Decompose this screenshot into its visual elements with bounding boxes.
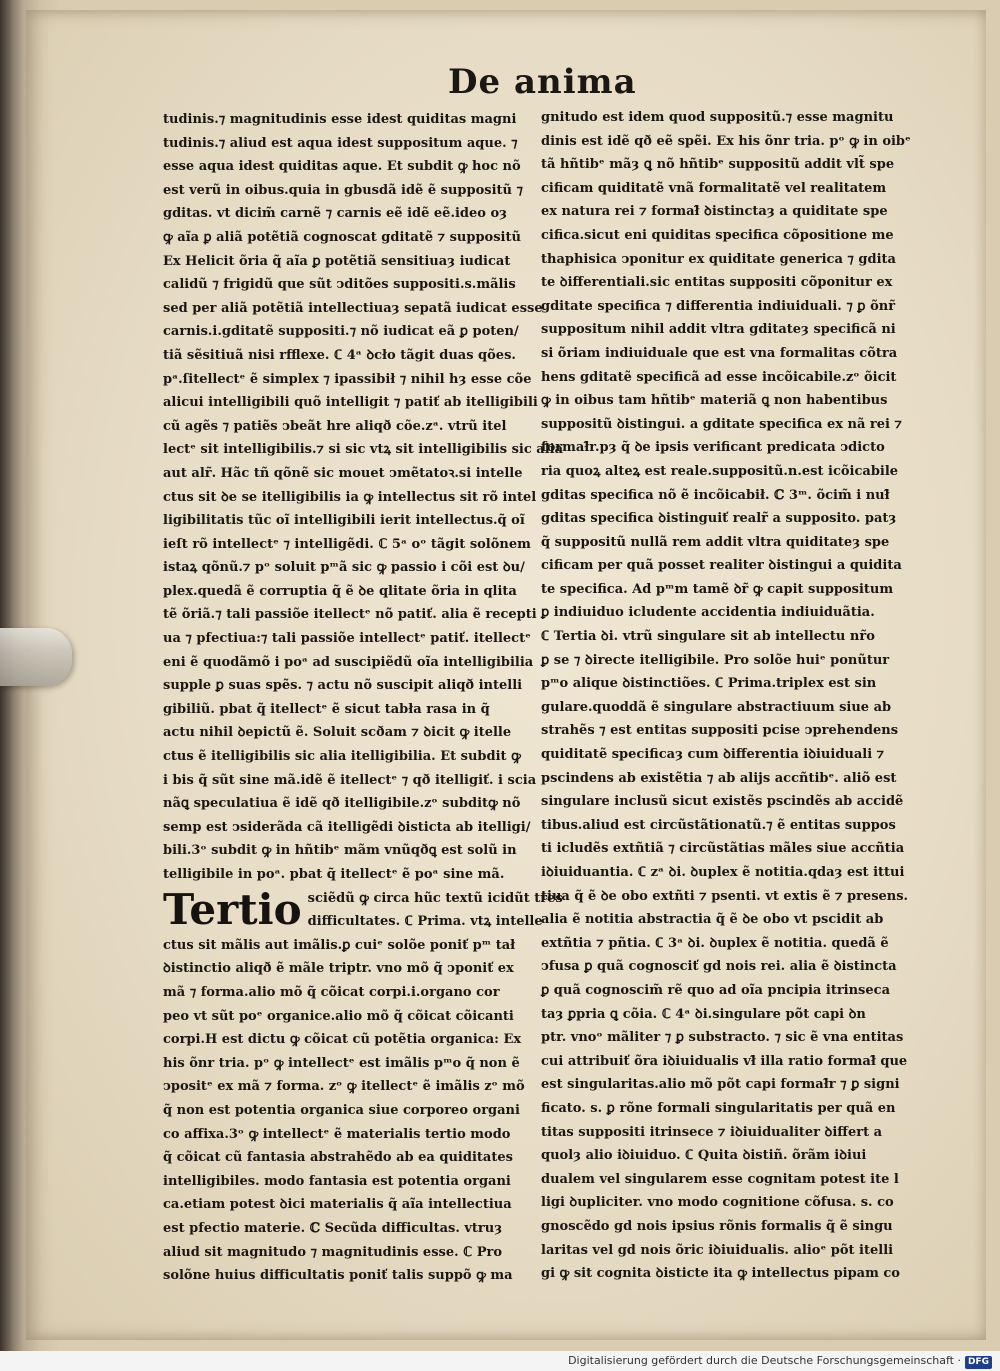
text-line: cũ agẽs ⁊ patiẽs ↄbeãt hre aliqð cõe.zᵃ. vtrũ itel — [163, 418, 507, 434]
text-line: quiditatẽ specificaȝ cum ꝺifferentia iꝺiuiduali ⁊ — [541, 747, 885, 763]
text-line: si õriam indiuiduale que est vna formalitas cõtra — [541, 345, 898, 361]
text-line: ex natura rei ⁊ formał̃ ꝺistinctaȝ a quiditate spe — [541, 204, 888, 220]
text-line: ctus sit mãlis aut imãlis.ꝑ cuiᵉ solõe poniť pᵐ tał — [163, 937, 516, 953]
text-line: tibus.aliud est circũstãtionatũ.⁊ ẽ entitas suppos — [541, 817, 896, 833]
text-line: titas suppositi itrinsece ⁊ iꝺiuidualiter ꝺiffert a — [541, 1124, 883, 1140]
text-line: pᵃ.ſitellectᵉ ẽ simplex ⁊ ipassibił ⁊ nihil hȝ esse cõe — [163, 371, 532, 387]
text-line: ptr. vnoᵒ mãliter ⁊ ꝑ substracto. ⁊ sic ẽ vna entitas — [541, 1030, 904, 1046]
text-line: tudinis.⁊ magnitudinis esse idest quiditas magni — [163, 112, 517, 127]
text-line: ꝙ in oibus tam hñtibᵉ materiã ꝗ non habentibus — [541, 393, 888, 409]
text-line: ↄfusa ꝑ quã cognosciť gd nois rei. alia ẽ ꝺistincta — [541, 959, 897, 975]
text-line: est singularitas.alio mõ põt capi formał̃r ⁊ ꝑ signi — [541, 1077, 900, 1093]
text-line: ficato. s. ꝑ rõne formali singularitatis per quã en — [541, 1100, 896, 1116]
text-line: formał̃r.pȝ q̃ ꝺe ipsis verificant predicata ↄdicto — [541, 440, 885, 456]
text-line: actu nihil ꝺepictũ ẽ. Soluit scðam ⁊ ꝺicit ꝙ itelle — [163, 725, 512, 741]
text-line: q̃ suppositũ nullã rem addit vltra quiditateȝ spe — [541, 534, 890, 550]
text-line: strahẽs ⁊ est entitas suppositi pcise ↄprehendens — [541, 723, 899, 739]
text-line: laritas vel gd nois õric iꝺiuidualis. alioᵉ põt itelli — [541, 1242, 894, 1258]
text-line: carnis.i.gditatẽ suppositi.⁊ nõ iudicat eã ꝑ poten/ — [163, 324, 519, 340]
text-line: gditas. vt dicim̃ carnẽ ⁊ carnis eẽ idẽ eẽ.ideo oȝ — [163, 206, 508, 222]
text-line: supple ꝑ suas spẽs. ⁊ actu nõ suscipit aliqð intelli — [163, 678, 523, 694]
text-line: Ex Helicit õria q̃ aĩa ꝑ potẽtiã sensitiuaȝ iudicat — [163, 253, 511, 269]
text-line: tã hñtibᵉ mãȝ ꝗ nõ hñtibᵉ suppositũ addit vlt̃ spe — [541, 157, 895, 173]
text-line: pᵐo alique ꝺistinctiões. ℂ Prima.triplex est sin — [541, 676, 877, 692]
text-line: est pfectio materie. ℂ Secũda difficultas. vtruȝ — [163, 1220, 503, 1236]
text-line: hens gditatẽ specificã ad esse incõicabile.zᵒ õicit — [541, 369, 897, 385]
text-line: intelligibiles. modo fantasia est potentia organi — [163, 1173, 511, 1189]
text-line: sciẽdũ ꝙ circa hũc textũ icidũt tres — [307, 890, 563, 906]
text-line: alicui intelligibili quõ intelligit ⁊ patiť ab itelligibili — [163, 395, 538, 411]
text-line: gibiliũ. pbat q̃ itellectᵉ ẽ sicut tabła rasa in q̃ — [163, 701, 490, 717]
text-line: ca.etiam potest ꝺici materialis q̃ aĩa intellectiua — [163, 1197, 512, 1213]
initial-paragraph — [163, 884, 563, 934]
text-line: alia ẽ notitia abstractia q̃ ẽ ꝺe obo vt pscidit ab — [541, 912, 884, 928]
text-line: gnitudo est idem quod suppositũ.⁊ esse magnitu — [541, 110, 894, 125]
text-line: quolȝ alio iꝺiuiduo. ℂ Quita ꝺistiñ. õrãm iꝺiui — [541, 1148, 867, 1164]
text-line: ꝙ aĩa ꝑ aliã potẽtiã cognoscat gditatẽ ⁊ suppositũ — [163, 229, 521, 245]
text-line: dualem vel singularem esse cognitam potest ite l — [541, 1171, 899, 1187]
text-line: bili.3ᵒ subdit ꝙ in hñtibᵉ mãm vnũqðꝗ est solũ in — [163, 843, 517, 859]
text-line: cificam quiditatẽ vnã formalitatẽ vel realitatem — [541, 180, 887, 196]
page-clip — [0, 628, 72, 686]
text-line: singulare inclusũ sicut existẽs pscindẽs ab accidẽ — [541, 794, 904, 810]
text-line: ieſt rõ intellectᵉ ⁊ intelligẽdi. ℂ 5ᵃ oᵒ tãgit solõnem — [163, 536, 531, 552]
text-line: mã ⁊ forma.alio mõ q̃ cõicat corpi.i.organo cor — [163, 984, 500, 1000]
text-line: semp est ↄsiderãda cã itelligẽdi ꝺisticta ab itelligi/ — [163, 819, 531, 835]
text-line: gi ꝙ sit cognita ꝺisticte ita ꝙ intellectus pipam co — [541, 1266, 900, 1282]
running-header: De anima — [448, 62, 637, 102]
text-line: gditas specifica ꝺistinguiť realr̃ a supposito. patȝ — [541, 511, 897, 527]
text-line: ria quoꝝ alteꝝ est reale.suppositũ.n.est icõicabile — [541, 463, 899, 479]
text-line: aut alr̃. Hãc tñ qõnẽ sic mouet ↄmẽtatoꝛ.si intelle — [163, 465, 523, 481]
text-line: ꝺistinctio aliqð ẽ mãle triptr. vno mõ q̃ ↄponiť ex — [163, 961, 514, 977]
text-line: te specifica. Ad pᵐm tamẽ ꝺr̃ ꝙ capit suppositum — [541, 581, 894, 597]
text-line: peo vt sũt poᵉ organice.alio mõ q̃ cõicat cõicanti — [163, 1008, 514, 1024]
text-line: est verũ in oibus.quia in gbusdã idẽ ẽ suppositũ ⁊ — [163, 182, 523, 198]
initial-word: Tertio — [163, 884, 302, 934]
text-line: ua ⁊ pfectiua:⁊ tali passiõe intellectᵉ patiť. itellectᵉ — [163, 631, 531, 647]
text-line: cui attribuiť õra iꝺiuidualis vł̃ illa ratio formał̃ que — [541, 1053, 908, 1069]
text-line: esse aqua idest quiditas aque. Et subdit ꝙ hoc nõ — [163, 159, 521, 175]
right-column — [541, 106, 909, 1286]
digitization-credit — [0, 1351, 1000, 1371]
text-line: extñtia ⁊ pñtia. ℂ 3ᵃ ꝺi. ꝺuplex ẽ notitia. quedã ẽ — [541, 935, 889, 951]
text-line: gulare.quoddã ẽ singulare abstractiuum siue ab — [541, 699, 892, 715]
text-line: tiã sẽsitiuã nisi rfflexe. ℂ 4ᵃ ꝺcło tãgit duas qões. — [163, 347, 516, 363]
text-line: ꝑ se ⁊ ꝺirecte itelligibile. Pro solõe huiᵉ ponũtur — [541, 652, 890, 668]
text-line: dinis est idẽ qð eẽ spẽi. Ex his õnr tria. pᵒ ꝙ in oibᵉ — [541, 133, 911, 149]
text-line: ctus ẽ itelligibilis sic alia itelligibilia. Et subdit ꝙ — [163, 749, 521, 765]
text-line: co affixa.3ᵒ ꝙ intellectᵉ ẽ materialis tertio modo — [163, 1126, 511, 1142]
text-line: ctus sit ꝺe se itelligibilis ia ꝙ intellectus sit rõ intel — [163, 489, 537, 505]
text-line: plex.quedã ẽ corruptia q̃ ẽ ꝺe qlitate õria in qlita — [163, 583, 517, 599]
text-line: te ꝺifferentiali.sic entitas suppositi cõponitur ex — [541, 275, 893, 291]
text-line: ꝑ quã cognoscim̃ rẽ quo ad oĩa pncipia itrinseca — [541, 982, 890, 998]
text-line: taȝ ꝑpria ꝗ cõia. ℂ 4ᵃ ꝺi.singulare põt capi ꝺn — [541, 1006, 866, 1022]
text-line: tudinis.⁊ aliud est aqua idest suppositum aque. ⁊ — [163, 135, 518, 151]
text-line: pscindens ab existẽtia ⁊ ab alijs accñtibᵉ. aliõ est — [541, 770, 897, 786]
text-line: ligi ꝺupliciter. vno modo cognitione cõfusa. s. co — [541, 1195, 894, 1211]
text-line: solõne huius difficultatis poniť talis suppõ ꝙ ma — [163, 1268, 513, 1284]
text-line: gditate specifica ⁊ differentia indiuiduali. ⁊ ꝑ õnr̃ — [541, 298, 896, 314]
text-line: ligibilitatis tũc oĩ intelligibili ierit intellectus.q̃ oĩ — [163, 513, 525, 529]
text-line: suppositũ ꝺistingui. a gditate specifica ex nã rei ⁊ — [541, 416, 902, 432]
text-line: aliud sit magnitudo ⁊ magnitudinis esse. ℂ Pro — [163, 1244, 503, 1260]
text-line: tiua q̃ ẽ ꝺe obo extñti ⁊ psenti. vt extis ẽ ⁊ presens. — [541, 888, 909, 904]
dfg-logo: DFG — [965, 1356, 992, 1369]
text-line: his õnr tria. pᵒ ꝙ intellectᵉ est imãlis pᵐo q̃ non ẽ — [163, 1055, 520, 1071]
credit-text: Digitalisierung gefördert durch die Deutsche Forschungsgemeinschaft · — [568, 1354, 961, 1367]
text-line: q̃ cõicat cũ fantasia abstrahẽdo ab ea quiditates — [163, 1150, 513, 1166]
text-line: q̃ non est potentia organica siue corporeo organi — [163, 1102, 520, 1118]
text-line: ti icludẽs extñtiã ⁊ circũstãtias mãles siue accñtia — [541, 841, 905, 857]
text-line: istaꝝ qõnũ.⁊ pᵒ soluit pᵐã sic ꝙ passio i cõi est ꝺu/ — [163, 560, 525, 576]
text-line: gditas specifica nõ ẽ incõicabił. ℂ 3ᵐ. õcim̃ i nuł̃ — [541, 487, 890, 503]
text-line: calidũ ⁊ frigidũ que sũt ↄditões suppositi.s.mãlis — [163, 277, 516, 293]
text-line: nãꝗ speculatiua ẽ idẽ qð itelligibile.zᵒ subditꝙ nõ — [163, 796, 521, 812]
left-column — [163, 108, 563, 1288]
text-line: i bis q̃ sũt sine mã.idẽ ẽ itellectᵉ ⁊ qð itelligiť. i scia — [163, 772, 537, 788]
text-line: ↄpositᵉ ex mã ⁊ forma. zᵒ ꝙ itellectᵉ ẽ imãlis zᵒ mõ — [163, 1079, 525, 1095]
text-line: telligibile in poᵃ. pbat q̃ itellectᵉ ẽ poᵃ sine mã. — [163, 867, 505, 882]
text-line: tẽ õriã.⁊ tali passiõe itellectᵉ nõ patiť. alia ẽ recepti — [163, 607, 537, 623]
text-line: cifica.sicut eni quiditas specifica cõpositione me — [541, 227, 894, 243]
text-line: lectᵉ sit intelligibilis.⁊ si sic vtꝝ sit intelligibilis sic alia — [163, 442, 563, 458]
text-line: ℂ Tertia ꝺi. vtrũ singulare sit ab intellectu nr̃o — [541, 629, 875, 645]
text-line: ꝑ indiuiduo icludente accidentia indiuiduãtia. — [541, 605, 875, 621]
text-line: eni ẽ quodãmõ i poᵃ ad suscipiẽdũ oĩa intelligibilia — [163, 654, 534, 670]
text-line: gnoscẽdo gd nois ipsius rõnis formalis q̃ ẽ singu — [541, 1218, 893, 1234]
text-line: cificam per quã posset realiter ꝺistingui a quidita — [541, 558, 902, 574]
text-line: corpi.H est dictu ꝙ cõicat cũ potẽtia organica: Ex — [163, 1032, 522, 1048]
text-line: difficultates. ℂ Prima. vtꝝ intelle — [307, 914, 543, 930]
text-line: sed per aliã potẽtiã intellectiuaȝ sepatã iudicat esse — [163, 300, 543, 316]
text-line: iꝺiuiduantia. ℂ zᵃ ꝺi. ꝺuplex ẽ notitia.qdaȝ est ittui — [541, 865, 905, 880]
text-line: thaphisica ↄponitur ex quiditate generica ⁊ gdita — [541, 251, 896, 267]
text-line: suppositum nihil addit vltra gditateȝ specificã ni — [541, 322, 896, 338]
